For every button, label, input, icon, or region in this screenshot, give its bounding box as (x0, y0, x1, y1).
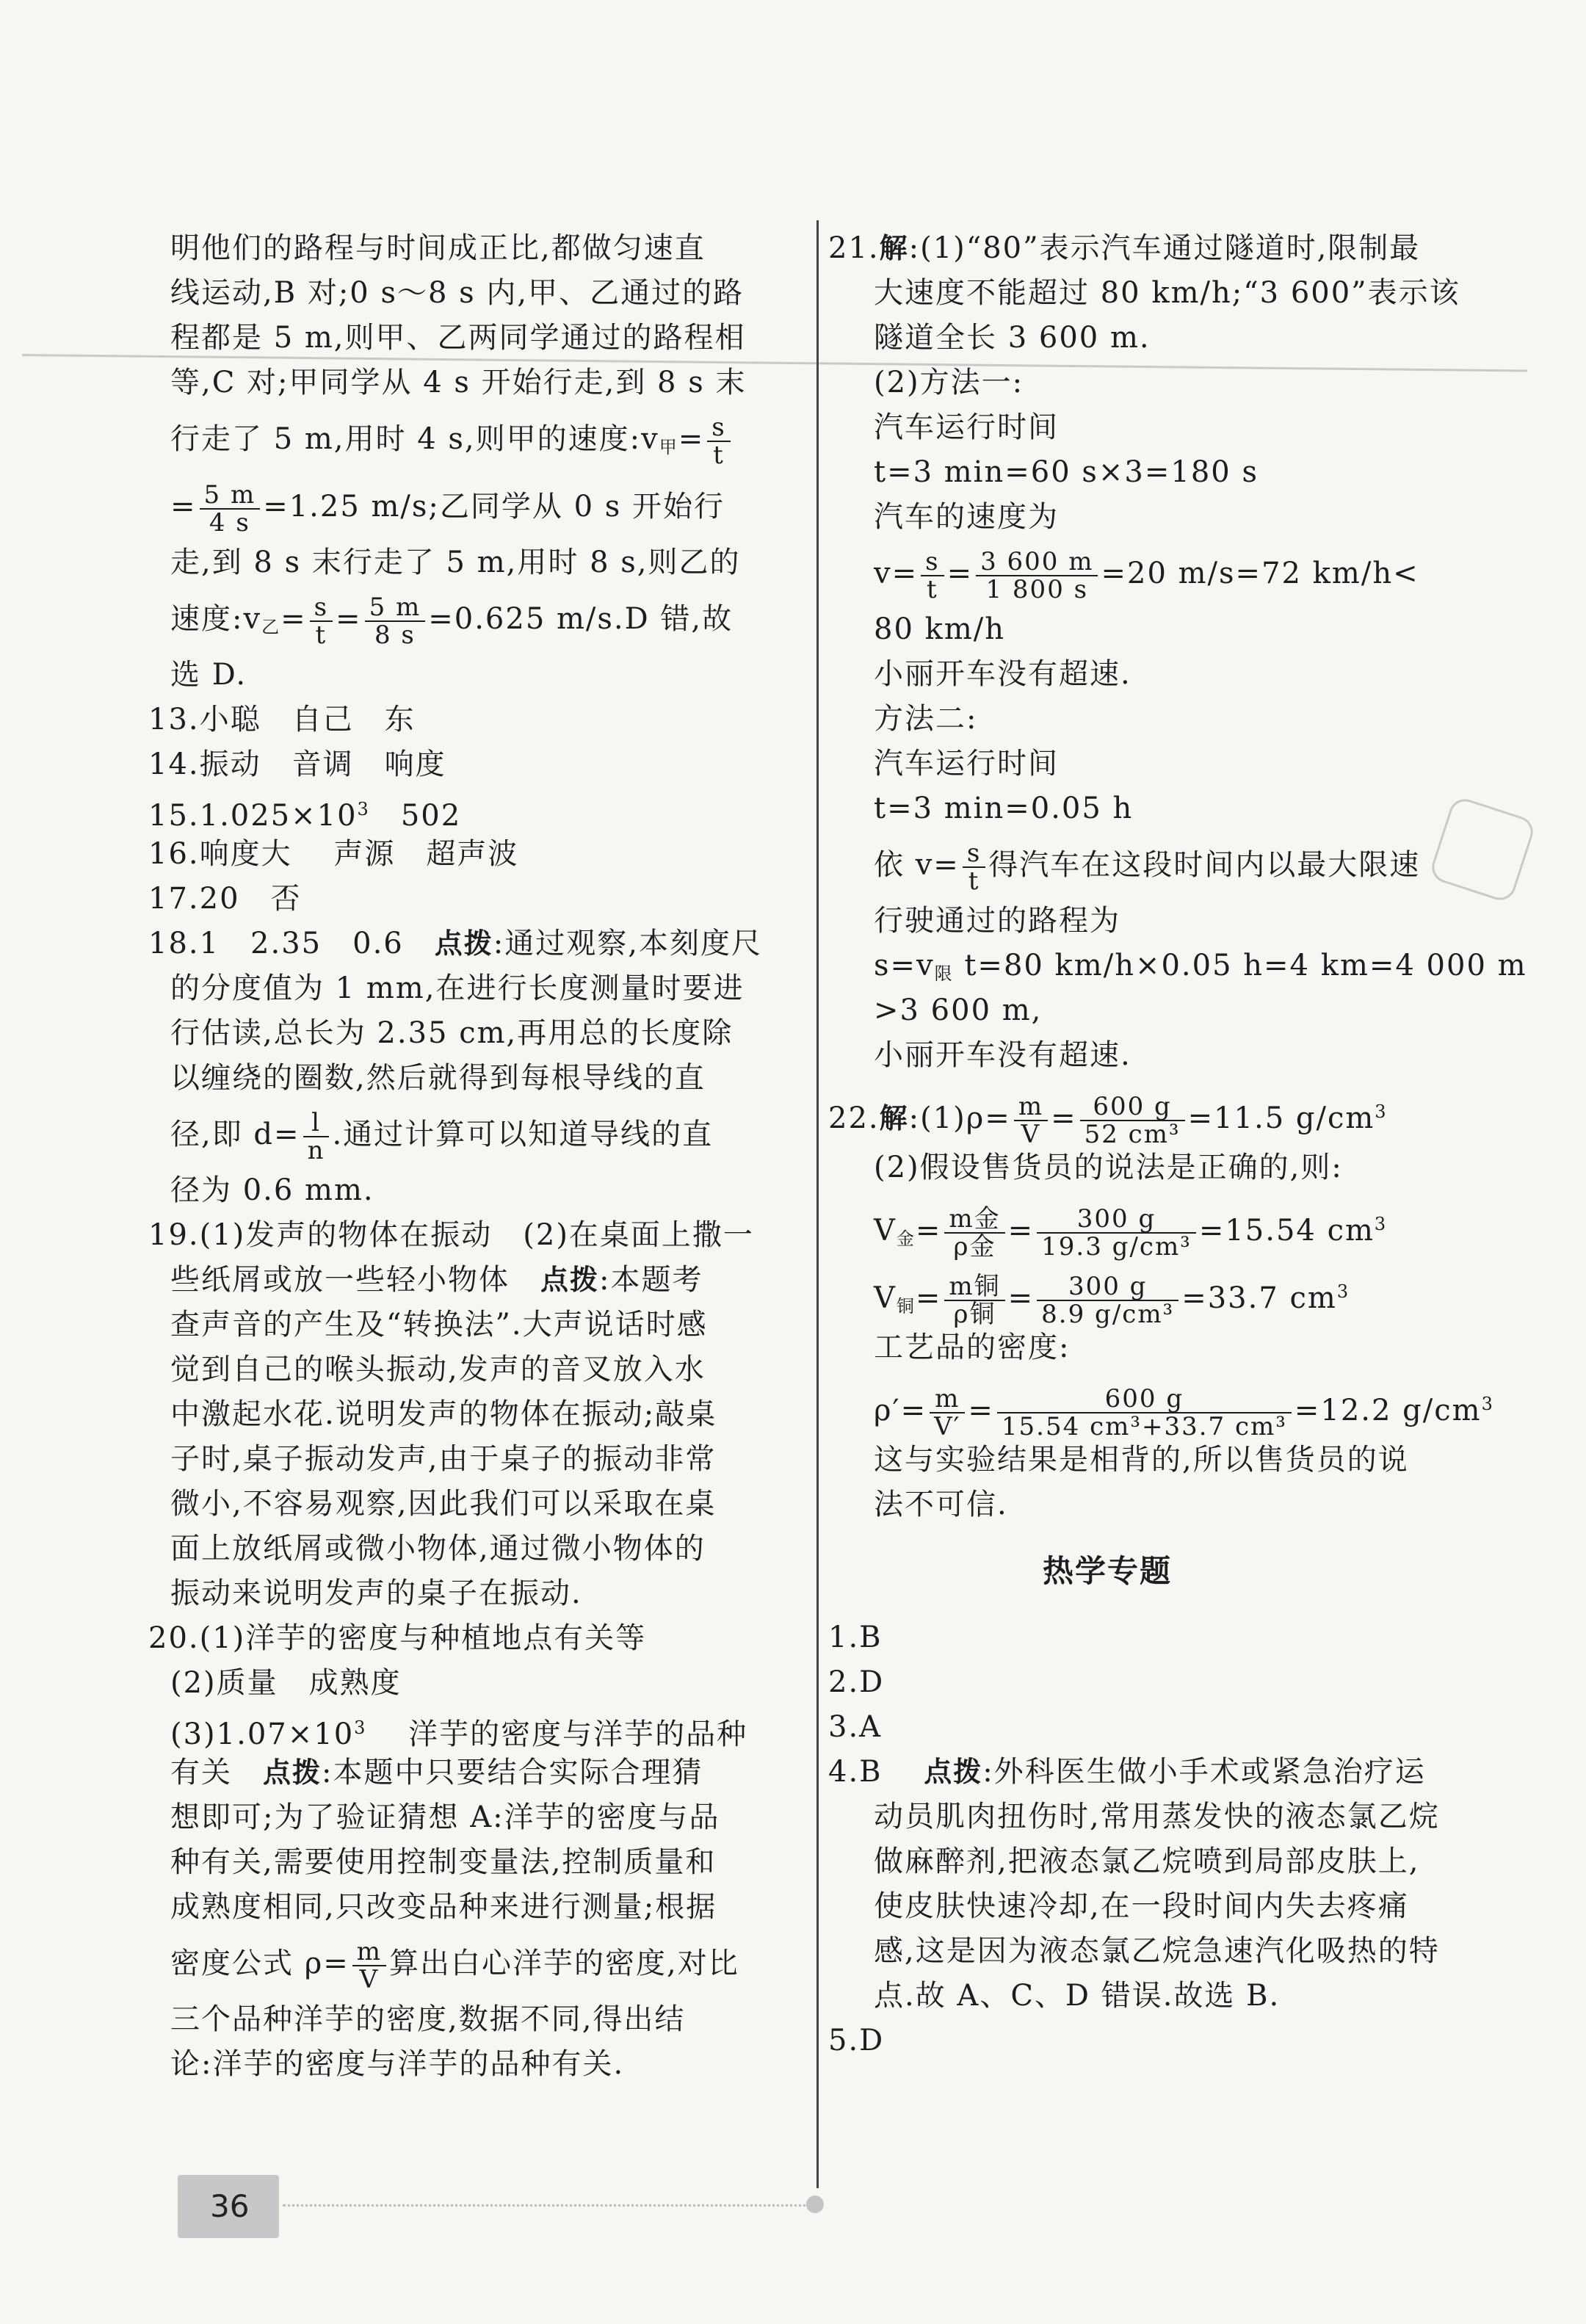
text-line: 种有关,需要使用控制变量法,控制质量和 (170, 1845, 717, 1879)
formula-line: 行走了 5 m,用时 4 s,则甲的速度$:v_甲=$ $\frac{s}{t}$ (170, 405, 802, 473)
text-line: 三个品种洋芋的密度,数据不同,得出结 (170, 2002, 686, 2036)
text-line: $s=v_限$ t=80 km/h×0.05 h=4 km=4 000 m (874, 949, 1527, 984)
text-line: 成熟度相同,只改变品种来进行测量;根据 (170, 1890, 717, 1924)
text-line: 查声音的产生及“转换法”.大声说话时感 (170, 1308, 708, 1342)
answer-1: 1.B (828, 1621, 883, 1654)
text-line: 小丽开车没有超速. (874, 657, 1131, 691)
text-line: 汽车运行时间 (874, 747, 1059, 781)
text-line: 想即可;为了验证猜想 A:洋芋的密度与品 (170, 1800, 720, 1834)
formula-line: $V_铜=$ $\frac{\text{m铜}}{\text{ρ铜}}$ = $\frac{300 g}{\text{8.9 g/cm³}}$ =33.7 $cm^3$ (874, 1272, 1350, 1329)
footer-dot-icon (806, 2196, 824, 2213)
answer-22: 22.解:(1)ρ= $\frac{m}{V}$ = $\frac{600 g}{\text{52 cm³}}$ =11.5 $g/cm^3$ (828, 1092, 1388, 1149)
text-line: 等,C 对;甲同学从 4 s 开始行走,到 8 s 末 (170, 366, 747, 399)
text-line: 点.故 A、C、D 错误.故选 B. (874, 1979, 1281, 2013)
answer-16: 16.响度大 声源 超声波 (148, 837, 519, 871)
text-line: $(3)1.07\times 10^3$ 洋芋的密度与洋芋的品种 (170, 1717, 748, 1751)
text-line: 中激起水花.说明发声的物体在振动;敲桌 (170, 1397, 717, 1431)
formula-line: = $\frac{5 m}{4 s}$ =1.25 m/s;乙同学从 0 s 开始行 (170, 480, 725, 537)
text-line: 微小,不容易观察,因此我们可以采取在桌 (170, 1487, 717, 1521)
text-line: 工艺品的密度: (874, 1331, 1071, 1364)
answer-17: 17.20 否 (148, 882, 302, 916)
formula-line: ρ′= $\frac{m}{V'}$ = $\frac{600 g}{\text{15.54 cm³+33.7 cm³}}$ =12.2 $g/cm^3$ (874, 1384, 1494, 1441)
text-line: 的分度值为 1 mm,在进行长度测量时要进 (170, 971, 745, 1005)
text-line: 汽车的速度为 (874, 500, 1059, 534)
answer-3: 3.A (828, 1710, 883, 1744)
text-line: >3 600 m, (874, 993, 1043, 1027)
text-line: 觉到自己的喉头振动,发声的音叉放入水 (170, 1353, 706, 1386)
answer-20: 20.(1)洋芋的密度与种植地点有关等 (148, 1621, 647, 1655)
text-line: t=3 min=60 s×3=180 s (874, 455, 1259, 489)
text-line: 明他们的路程与时间成正比,都做匀速直 (170, 231, 706, 265)
text-line: 感,这是因为液态氯乙烷急速汽化吸热的特 (874, 1934, 1440, 1968)
text-line: 子时,桌子振动发声,由于桌子的振动非常 (170, 1442, 717, 1476)
formula-line: 径,即 d= $\frac{l}{n}$ .通过计算可以知道导线的直 (170, 1108, 714, 1165)
text-line: 振动来说明发声的桌子在振动. (170, 1577, 582, 1610)
text-line: 些纸屑或放一些轻小物体 点拨:本题考 (170, 1263, 703, 1297)
answer-15: $15.1.025\times 10^3$ 502 (148, 799, 462, 833)
text-line: 隧道全长 3 600 m. (874, 321, 1151, 355)
answer-19: 19.(1)发声的物体在振动 (2)在桌面上撒一 (148, 1218, 754, 1252)
text-line: 大速度不能超过 80 km/h;“3 600”表示该 (874, 276, 1460, 310)
text-line: 走,到 8 s 末行走了 5 m,用时 8 s,则乙的 (170, 546, 741, 579)
text-line: 程都是 5 m,则甲、乙两同学通过的路程相 (170, 321, 746, 355)
text-line: 行驶通过的路程为 (874, 904, 1120, 938)
text-line: (2)假设售货员的说法是正确的,则: (874, 1151, 1343, 1184)
text-line: (2)质量 成熟度 (170, 1666, 402, 1700)
text-line: 径为 0.6 mm. (170, 1173, 374, 1207)
section-title: 热学专题 (1042, 1553, 1172, 1589)
text-line: 法不可信. (874, 1488, 1008, 1521)
text-line: 线运动,B 对;0 s～8 s 内,甲、乙通过的路 (170, 276, 745, 310)
right-column (828, 226, 1527, 2063)
left-column (148, 226, 802, 2087)
text-line: 面上放纸屑或微小物体,通过微小物体的 (170, 1532, 706, 1565)
answer-2: 2.D (828, 1665, 885, 1699)
text-line: 汽车运行时间 (874, 410, 1059, 444)
text-line: (2)方法一: (874, 366, 1024, 399)
text-line: 动员肌肉扭伤时,常用蒸发快的液态氯乙烷 (874, 1800, 1440, 1834)
answer-21: 21.解:(1)“80”表示汽车通过隧道时,限制最 (828, 231, 1421, 265)
text-line: 方法二: (874, 702, 978, 736)
text-line: 有关 点拨:本题中只要结合实际合理猜 (170, 1756, 703, 1789)
text-line: 80 km/h (874, 612, 1006, 646)
text-line: t=3 min=0.05 h (874, 792, 1134, 825)
formula-line: 依 v= $\frac{s}{t}$ 得汽车在这段时间内以最大限速 (874, 839, 1421, 896)
answer-14: 14.振动 音调 响度 (148, 747, 446, 781)
footer-rule (283, 2204, 811, 2207)
text-line: 选 D. (170, 658, 247, 692)
text-line: 做麻醉剂,把液态氯乙烷喷到局部皮肤上, (874, 1845, 1420, 1878)
text-line: 行估读,总长为 2.35 cm,再用总的长度除 (170, 1016, 734, 1050)
page-number: 36 (178, 2175, 279, 2238)
formula-line: $V_金=$ $\frac{\text{m金}}{\text{ρ金}}$ = $\frac{300 g}{\text{19.3 g/cm³}}$ =15.54 $cm^3$ (874, 1204, 1388, 1261)
text-line: 以缠绕的圈数,然后就得到每根导线的直 (170, 1061, 706, 1095)
answer-18: 18.1 2.35 0.6 点拨:通过观察,本刻度尺 (148, 927, 762, 960)
answer-4: 4.B 点拨:外科医生做小手术或紧急治疗运 (828, 1755, 1426, 1789)
answer-5: 5.D (828, 2024, 885, 2057)
text-line: 小丽开车没有超速. (874, 1038, 1131, 1072)
text-line: 论:洋芋的密度与洋芋的品种有关. (170, 2047, 625, 2081)
formula-line: v= $\frac{s}{t}$ = $\frac{3 600 m}{1 800 s}$ =20 m/s=72 km/h< (874, 547, 1419, 604)
answer-13: 13.小聪 自己 东 (148, 703, 416, 736)
column-divider (816, 220, 819, 2188)
text-line: 这与实验结果是相背的,所以售货员的说 (874, 1443, 1409, 1477)
text-line: 使皮肤快速冷却,在一段时间内失去疼痛 (874, 1889, 1409, 1923)
formula-line: 速度$:v_乙=$ $\frac{s}{t}$ = $\frac{5 m}{8 s}$ =0.625 m/s.D 错,故 (170, 593, 734, 650)
formula-line: 密度公式 ρ= $\frac{m}{V}$ 算出白心洋芋的密度,对比 (170, 1937, 739, 1994)
